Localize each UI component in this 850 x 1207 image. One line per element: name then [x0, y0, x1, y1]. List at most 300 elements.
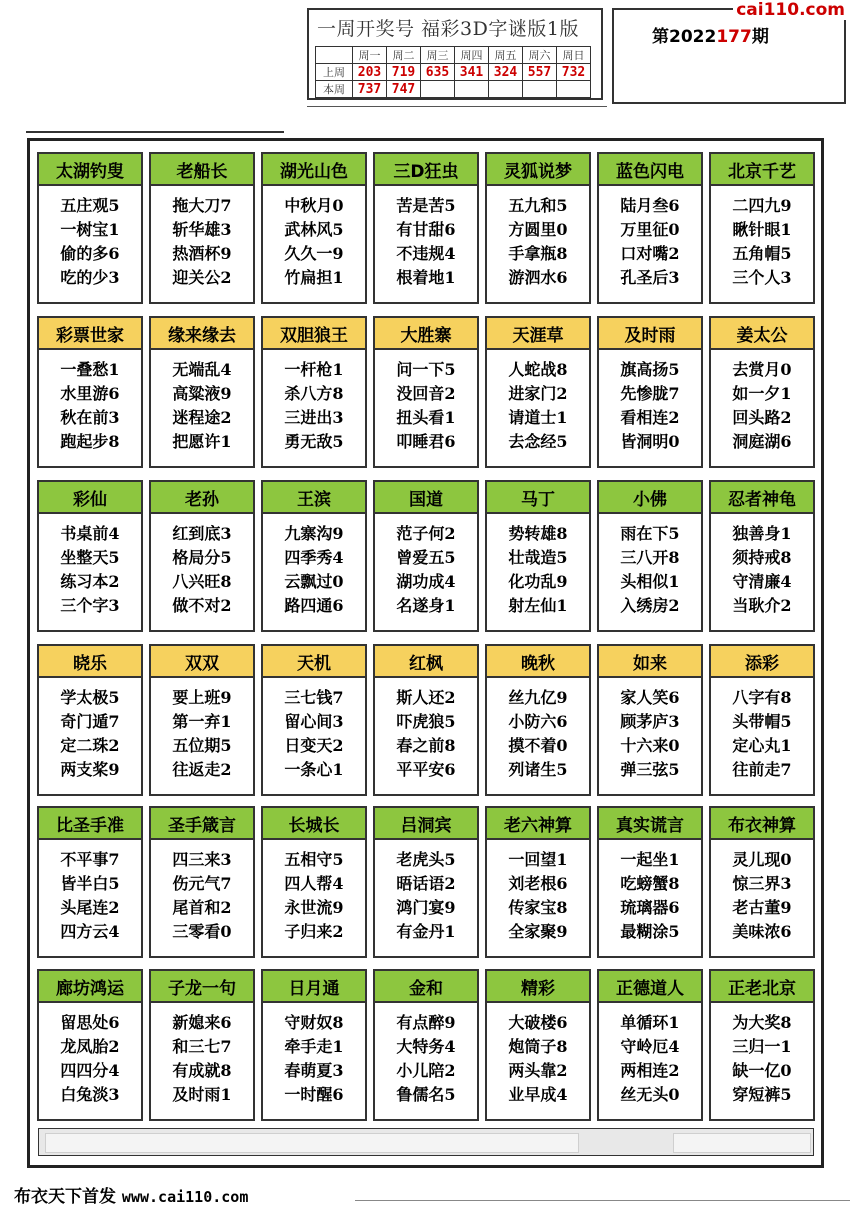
riddle-lines: [39, 1011, 141, 1107]
riddle-card: [149, 644, 255, 796]
riddle-lines: [263, 358, 365, 454]
riddle-line: 四季秀4: [284, 548, 344, 567]
riddle-line: 四四分4: [60, 1061, 120, 1080]
card-title: 老船长: [151, 154, 253, 186]
riddle-line: 路四通6: [284, 596, 344, 615]
riddle-line: 秋在前3: [60, 408, 120, 427]
riddle-lines: [263, 848, 365, 944]
riddle-line: 为大奖8: [732, 1013, 792, 1032]
riddle-line: 不平事7: [60, 850, 120, 869]
riddle-line: 迎关公2: [172, 268, 232, 287]
riddle-card: [37, 644, 143, 796]
riddle-line: 四方云4: [60, 922, 120, 941]
riddle-line: 三零看0: [172, 922, 232, 941]
riddle-line: 刘老根6: [508, 874, 568, 893]
riddle-line: 二四九9: [732, 196, 792, 215]
draw-number: [489, 81, 523, 98]
riddle-line: 和三七7: [172, 1037, 232, 1056]
riddle-line: 方圆里0: [508, 220, 568, 239]
riddle-line: 守清廉4: [732, 572, 792, 591]
riddle-line: 四三来3: [172, 850, 232, 869]
riddle-line: 守岭厄4: [620, 1037, 680, 1056]
riddle-line: 留思处6: [60, 1013, 120, 1032]
weekday-label: 周六: [523, 47, 557, 64]
riddle-line: 丝无头0: [620, 1085, 680, 1104]
riddle-lines: [711, 686, 813, 782]
riddle-line: 回头路2: [732, 408, 792, 427]
riddle-card: [709, 644, 815, 796]
card-title: 彩票世家: [39, 318, 141, 350]
riddle-lines: [39, 522, 141, 618]
riddle-line: 八字有8: [732, 688, 792, 707]
riddle-line: 琉璃器6: [620, 898, 680, 917]
riddle-line: 头尾连2: [60, 898, 120, 917]
draw-number: 635: [421, 64, 455, 81]
riddle-line: 把愿许1: [172, 432, 232, 451]
card-title: 添彩: [711, 646, 813, 678]
weekday-label: 周日: [557, 47, 591, 64]
riddle-lines: [487, 522, 589, 618]
riddle-card: [485, 316, 591, 468]
riddle-line: 斩华雄3: [172, 220, 232, 239]
draw-number: [557, 81, 591, 98]
page-title: 一周开奖号 福彩3D字谜版1版: [317, 18, 579, 40]
top-rule: [26, 131, 284, 133]
riddle-line: 先惨胧7: [620, 384, 680, 403]
draw-number: 732: [557, 64, 591, 81]
riddle-line: 第一弃1: [172, 712, 232, 731]
riddle-card: [37, 480, 143, 632]
riddle-line: 范子何2: [396, 524, 456, 543]
riddle-lines: [711, 358, 813, 454]
riddle-line: 高粱液9: [172, 384, 232, 403]
draw-number: 557: [523, 64, 557, 81]
riddle-line: 如一夕1: [732, 384, 792, 403]
draw-number: 203: [353, 64, 387, 81]
weekday-label: 周二: [387, 47, 421, 64]
riddle-line: 两支桨9: [60, 760, 120, 779]
riddle-lines: [375, 522, 477, 618]
riddle-card: [149, 969, 255, 1121]
riddle-line: 奇门遁7: [60, 712, 120, 731]
riddle-line: 日变天2: [284, 736, 344, 755]
riddle-line: 杀八方8: [284, 384, 344, 403]
riddle-line: 列诸生5: [508, 760, 568, 779]
riddle-line: 全家聚9: [508, 922, 568, 941]
bottom-scroll-bar: [38, 1128, 814, 1156]
draw-number: [421, 81, 455, 98]
riddle-card: [373, 969, 479, 1121]
footer-url[interactable]: www.cai110.com: [121, 1188, 249, 1206]
riddle-line: 壮哉造5: [508, 548, 568, 567]
riddle-line: 三个人3: [732, 268, 792, 287]
riddle-line: 人蛇战8: [508, 360, 568, 379]
riddle-card: [597, 969, 703, 1121]
corner-cell: [316, 47, 353, 64]
riddle-lines: [263, 686, 365, 782]
this-week-row: [316, 81, 591, 98]
card-title: 比圣手准: [39, 808, 141, 840]
riddle-line: 一树宝1: [60, 220, 120, 239]
riddle-card: [373, 152, 479, 304]
riddle-line: 吃的少3: [60, 268, 120, 287]
card-title: 廊坊鸿运: [39, 971, 141, 1003]
riddle-line: 红到底3: [172, 524, 232, 543]
riddle-line: 九寨沟9: [284, 524, 344, 543]
riddle-lines: [711, 1011, 813, 1107]
riddle-line: 三个字3: [60, 596, 120, 615]
bottom-bar-thumb: [673, 1133, 811, 1153]
riddle-line: 及时雨1: [172, 1085, 232, 1104]
riddle-line: 缺一亿0: [732, 1061, 792, 1080]
riddle-line: 小防六6: [508, 712, 568, 731]
riddle-line: 老虎头5: [396, 850, 456, 869]
riddle-card: [485, 806, 591, 958]
riddle-card: [261, 806, 367, 958]
riddle-lines: [375, 194, 477, 290]
riddle-line: 白兔淡3: [60, 1085, 120, 1104]
riddle-line: 练习本2: [60, 572, 120, 591]
riddle-line: 四人帮4: [284, 874, 344, 893]
riddle-line: 化功乱9: [508, 572, 568, 591]
riddle-line: 八兴旺8: [172, 572, 232, 591]
riddle-line: 定二珠2: [60, 736, 120, 755]
riddle-card: [373, 480, 479, 632]
riddle-line: 皆洞明0: [620, 432, 680, 451]
riddle-line: 瞅针眼1: [732, 220, 792, 239]
riddle-line: 格局分5: [172, 548, 232, 567]
site-logo[interactable]: cai110.com: [733, 0, 848, 20]
riddle-line: 扭头看1: [396, 408, 456, 427]
riddle-line: 跑起步8: [60, 432, 120, 451]
card-title: 正德道人: [599, 971, 701, 1003]
riddle-card: [261, 152, 367, 304]
riddle-line: 手拿瓶8: [508, 244, 568, 263]
riddle-line: 平平安6: [396, 760, 456, 779]
riddle-line: 有甘甜6: [396, 220, 456, 239]
issue-prefix: 第2022: [652, 27, 717, 47]
riddle-lines: [375, 358, 477, 454]
riddle-line: 摸不着0: [508, 736, 568, 755]
riddle-line: 老古董9: [732, 898, 792, 917]
this-week-label: 本周: [316, 81, 353, 98]
card-title: 子龙一句: [151, 971, 253, 1003]
card-title: 彩仙: [39, 482, 141, 514]
draw-number: 341: [455, 64, 489, 81]
riddle-line: 孔圣后3: [620, 268, 680, 287]
riddle-line: 勇无敌5: [284, 432, 344, 451]
riddle-line: 拖大刀7: [172, 196, 232, 215]
riddle-lines: [487, 194, 589, 290]
riddle-line: 丝九亿9: [508, 688, 568, 707]
riddle-card: [37, 316, 143, 468]
riddle-card: [485, 152, 591, 304]
riddle-line: 往返走2: [172, 760, 232, 779]
card-title: 金和: [375, 971, 477, 1003]
riddle-lines: [487, 1011, 589, 1107]
riddle-lines: [151, 358, 253, 454]
riddle-line: 晤话语2: [396, 874, 456, 893]
riddle-line: 一时醒6: [284, 1085, 344, 1104]
riddle-line: 尾首和2: [172, 898, 232, 917]
riddle-lines: [39, 686, 141, 782]
weekday-label: 周五: [489, 47, 523, 64]
card-title: 天机: [263, 646, 365, 678]
riddle-line: 鸿门宴9: [396, 898, 456, 917]
riddle-line: 五九和5: [508, 196, 568, 215]
card-title: 湖光山色: [263, 154, 365, 186]
riddle-line: 龙凤胎2: [60, 1037, 120, 1056]
riddle-card: [37, 969, 143, 1121]
riddle-line: 一起坐1: [620, 850, 680, 869]
riddle-card: [37, 152, 143, 304]
draw-results-panel: [307, 8, 603, 100]
riddle-card: [709, 316, 815, 468]
riddle-card: [597, 644, 703, 796]
card-title: 小佛: [599, 482, 701, 514]
riddle-line: 业早成4: [508, 1085, 568, 1104]
card-title: 圣手箴言: [151, 808, 253, 840]
riddle-lines: [151, 522, 253, 618]
riddle-lines: [487, 686, 589, 782]
card-title: 晓乐: [39, 646, 141, 678]
riddle-line: 游泗水6: [508, 268, 568, 287]
draw-number: [523, 81, 557, 98]
riddle-lines: [39, 194, 141, 290]
riddle-line: 去赏月0: [732, 360, 792, 379]
riddle-line: 去念经5: [508, 432, 568, 451]
riddle-line: 陆月叁6: [620, 196, 680, 215]
riddle-line: 有金丹1: [396, 922, 456, 941]
riddle-lines: [39, 848, 141, 944]
riddle-card: [149, 806, 255, 958]
card-title: 日月通: [263, 971, 365, 1003]
riddle-line: 春萌夏3: [284, 1061, 344, 1080]
riddle-line: 须持戒8: [732, 548, 792, 567]
riddle-card: [709, 806, 815, 958]
riddle-lines: [711, 848, 813, 944]
card-title: 忍者神龟: [711, 482, 813, 514]
riddle-line: 新媳来6: [172, 1013, 232, 1032]
riddle-line: 要上班9: [172, 688, 232, 707]
riddle-line: 皆半白5: [60, 874, 120, 893]
card-title: 正老北京: [711, 971, 813, 1003]
riddle-lines: [39, 358, 141, 454]
weekday-row: [316, 47, 591, 64]
riddle-line: 惊三界3: [732, 874, 792, 893]
riddle-card: [373, 806, 479, 958]
riddle-line: 定心丸1: [732, 736, 792, 755]
riddle-line: 弹三弦5: [620, 760, 680, 779]
riddle-line: 不违规4: [396, 244, 456, 263]
riddle-line: 有点醉9: [396, 1013, 456, 1032]
riddle-line: 三八开8: [620, 548, 680, 567]
riddle-line: 炮筒子8: [508, 1037, 568, 1056]
riddle-line: 家人笑6: [620, 688, 680, 707]
card-title: 蓝色闪电: [599, 154, 701, 186]
riddle-line: 子归来2: [284, 922, 344, 941]
draw-number: 737: [353, 81, 387, 98]
riddle-line: 久久一9: [284, 244, 344, 263]
riddle-lines: [599, 194, 701, 290]
riddle-line: 雨在下5: [620, 524, 680, 543]
card-title: 晚秋: [487, 646, 589, 678]
riddle-lines: [375, 686, 477, 782]
riddle-lines: [151, 194, 253, 290]
riddle-card: [373, 316, 479, 468]
draw-number: [455, 81, 489, 98]
weekday-label: 周一: [353, 47, 387, 64]
riddle-line: 春之前8: [396, 736, 456, 755]
riddle-line: 苦是苦5: [396, 196, 456, 215]
riddle-line: 守财奴8: [284, 1013, 344, 1032]
riddle-line: 三七钱7: [284, 688, 344, 707]
riddle-lines: [263, 194, 365, 290]
header-divider: [307, 106, 607, 107]
riddle-line: 最糊涂5: [620, 922, 680, 941]
riddle-line: 武林风5: [284, 220, 344, 239]
riddle-line: 做不对2: [172, 596, 232, 615]
bottom-bar-track: [45, 1133, 579, 1153]
riddle-line: 斯人还2: [396, 688, 456, 707]
riddle-card: [149, 316, 255, 468]
riddle-lines: [599, 1011, 701, 1107]
card-title: 姜太公: [711, 318, 813, 350]
riddle-line: 伤元气7: [172, 874, 232, 893]
card-title: 北京千艺: [711, 154, 813, 186]
riddle-lines: [711, 194, 813, 290]
riddle-line: 叩睡君6: [396, 432, 456, 451]
riddle-line: 进家门2: [508, 384, 568, 403]
issue-panel: [612, 8, 846, 104]
card-title: 红枫: [375, 646, 477, 678]
riddle-line: 热酒杯9: [172, 244, 232, 263]
riddle-line: 一叠愁1: [60, 360, 120, 379]
riddle-line: 请道士1: [508, 408, 568, 427]
riddle-line: 一条心1: [284, 760, 344, 779]
riddle-card: [709, 152, 815, 304]
riddle-line: 头相似1: [620, 572, 680, 591]
riddle-line: 牵手走1: [284, 1037, 344, 1056]
riddle-line: 五庄观5: [60, 196, 120, 215]
riddle-line: 中秋月0: [284, 196, 344, 215]
riddle-card: [37, 806, 143, 958]
riddle-line: 三进出3: [284, 408, 344, 427]
riddle-line: 湖功成4: [396, 572, 456, 591]
footer-rule: [355, 1200, 850, 1201]
weekly-draw-table: [315, 46, 591, 98]
card-title: 如来: [599, 646, 701, 678]
riddle-line: 没回音2: [396, 384, 456, 403]
riddle-line: 竹扁担1: [284, 268, 344, 287]
card-title: 精彩: [487, 971, 589, 1003]
card-title: 布衣神算: [711, 808, 813, 840]
issue-number: [652, 22, 769, 47]
riddle-lines: [599, 848, 701, 944]
riddle-lines: [487, 848, 589, 944]
riddle-line: 两头靠2: [508, 1061, 568, 1080]
riddle-card: [485, 644, 591, 796]
riddle-line: 五角帽5: [732, 244, 792, 263]
riddle-lines: [151, 686, 253, 782]
riddle-line: 一杆枪1: [284, 360, 344, 379]
riddle-line: 穿短裤5: [732, 1085, 792, 1104]
card-title: 缘来缘去: [151, 318, 253, 350]
card-title: 吕洞宾: [375, 808, 477, 840]
riddle-card: [709, 480, 815, 632]
riddle-line: 留心间3: [284, 712, 344, 731]
card-title: 老六神算: [487, 808, 589, 840]
riddle-line: 吓虎狼5: [396, 712, 456, 731]
riddle-lines: [599, 358, 701, 454]
riddle-line: 十六来0: [620, 736, 680, 755]
draw-number: 747: [387, 81, 421, 98]
riddle-lines: [599, 522, 701, 618]
riddle-card: [373, 644, 479, 796]
riddle-lines: [711, 522, 813, 618]
riddle-line: 往前走7: [732, 760, 792, 779]
riddle-line: 旗高扬5: [620, 360, 680, 379]
riddle-line: 问一下5: [396, 360, 456, 379]
riddle-card: [597, 480, 703, 632]
card-title: 大胜寨: [375, 318, 477, 350]
riddle-line: 一回望1: [508, 850, 568, 869]
riddle-line: 大破楼6: [508, 1013, 568, 1032]
riddle-line: 云飘过0: [284, 572, 344, 591]
issue-suffix: 期: [751, 27, 769, 47]
riddle-line: 势转雄8: [508, 524, 568, 543]
riddle-line: 永世流9: [284, 898, 344, 917]
riddle-line: 五位期5: [172, 736, 232, 755]
card-title: 国道: [375, 482, 477, 514]
riddle-line: 大特务4: [396, 1037, 456, 1056]
card-title: 太湖钓叟: [39, 154, 141, 186]
draw-number: 324: [489, 64, 523, 81]
card-title: 双双: [151, 646, 253, 678]
riddle-line: 两相连2: [620, 1061, 680, 1080]
riddle-line: 头带帽5: [732, 712, 792, 731]
riddle-line: 书桌前4: [60, 524, 120, 543]
riddle-line: 偷的多6: [60, 244, 120, 263]
riddle-line: 独善身1: [732, 524, 792, 543]
riddle-line: 看相连2: [620, 408, 680, 427]
riddle-card: [709, 969, 815, 1121]
riddle-line: 射左仙1: [508, 596, 568, 615]
riddle-line: 洞庭湖6: [732, 432, 792, 451]
riddle-line: 传家宝8: [508, 898, 568, 917]
riddle-lines: [375, 1011, 477, 1107]
riddle-line: 万里征0: [620, 220, 680, 239]
card-title: 长城长: [263, 808, 365, 840]
riddle-line: 口对嘴2: [620, 244, 680, 263]
riddle-line: 美味浓6: [732, 922, 792, 941]
card-title: 及时雨: [599, 318, 701, 350]
riddle-lines: [487, 358, 589, 454]
riddle-line: 坐整天5: [60, 548, 120, 567]
riddle-card: [485, 480, 591, 632]
riddle-line: 无端乱4: [172, 360, 232, 379]
draw-number: 719: [387, 64, 421, 81]
riddle-card: [149, 152, 255, 304]
card-title: 真实谎言: [599, 808, 701, 840]
weekday-label: 周四: [455, 47, 489, 64]
riddle-line: 灵儿现0: [732, 850, 792, 869]
riddle-line: 顾茅庐3: [620, 712, 680, 731]
riddle-grid: [27, 138, 824, 1168]
riddle-line: 当耿介2: [732, 596, 792, 615]
card-title: 天涯草: [487, 318, 589, 350]
riddle-card: [149, 480, 255, 632]
